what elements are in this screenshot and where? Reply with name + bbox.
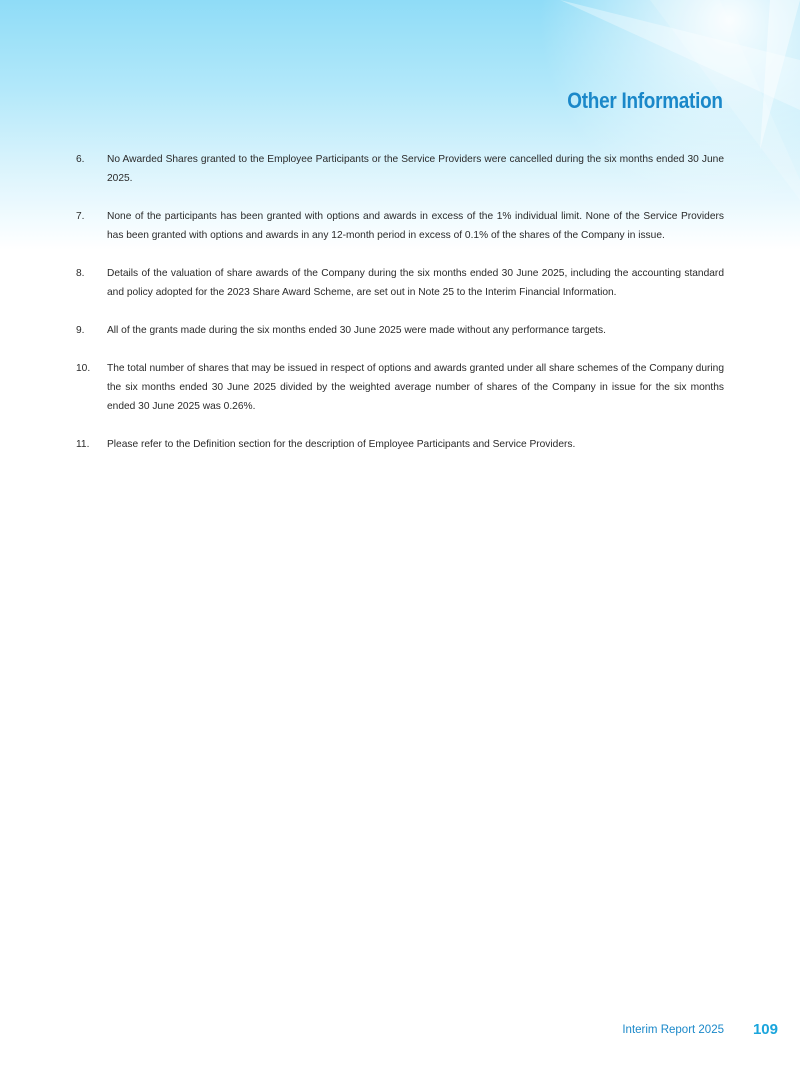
list-item	[76, 435, 724, 454]
list-item	[76, 321, 724, 340]
report-name-footer: Interim Report 2025	[622, 1024, 724, 1036]
note-text: Details of the valuation of share awards of the Company during the six months ended 30 June 2025, including the accounting standard and policy adopted for the 2023 Share Award Scheme, are set out in Note 25 to the Interim Financial Information.	[107, 268, 724, 298]
note-number: 11.	[76, 439, 90, 450]
note-text: Please refer to the Definition section for the description of Employee Participants and Service Providers.	[107, 439, 576, 450]
note-number: 7.	[76, 211, 85, 222]
list-item	[76, 359, 724, 416]
note-number: 8.	[76, 268, 85, 279]
page-number: 109	[752, 1021, 778, 1038]
list-item	[76, 264, 724, 302]
note-text: All of the grants made during the six months ended 30 June 2025 were made without any performance targets.	[107, 325, 606, 336]
note-number: 6.	[76, 154, 85, 165]
list-item	[76, 207, 724, 245]
note-number: 9.	[76, 325, 85, 336]
note-text: The total number of shares that may be issued in respect of options and awards granted under all share schemes of the Company during the six months ended 30 June 2025 divided by the weighted average number of shares of the Company in issue for the six months ended 30 June 2025 was 0.26%.	[107, 363, 724, 412]
note-number: 10.	[76, 363, 91, 374]
page-title: Other Information	[567, 88, 723, 113]
list-item	[76, 150, 724, 188]
note-text: None of the participants has been granted with options and awards in excess of the 1% individual limit. None of the Service Providers has been granted with options and awards in any 12-month period in excess of 0.1% of the shares of the Company in issue.	[107, 211, 724, 241]
notes-list	[76, 150, 724, 473]
note-text: No Awarded Shares granted to the Employee Participants or the Service Providers were cancelled during the six months ended 30 June 2025.	[107, 154, 724, 184]
